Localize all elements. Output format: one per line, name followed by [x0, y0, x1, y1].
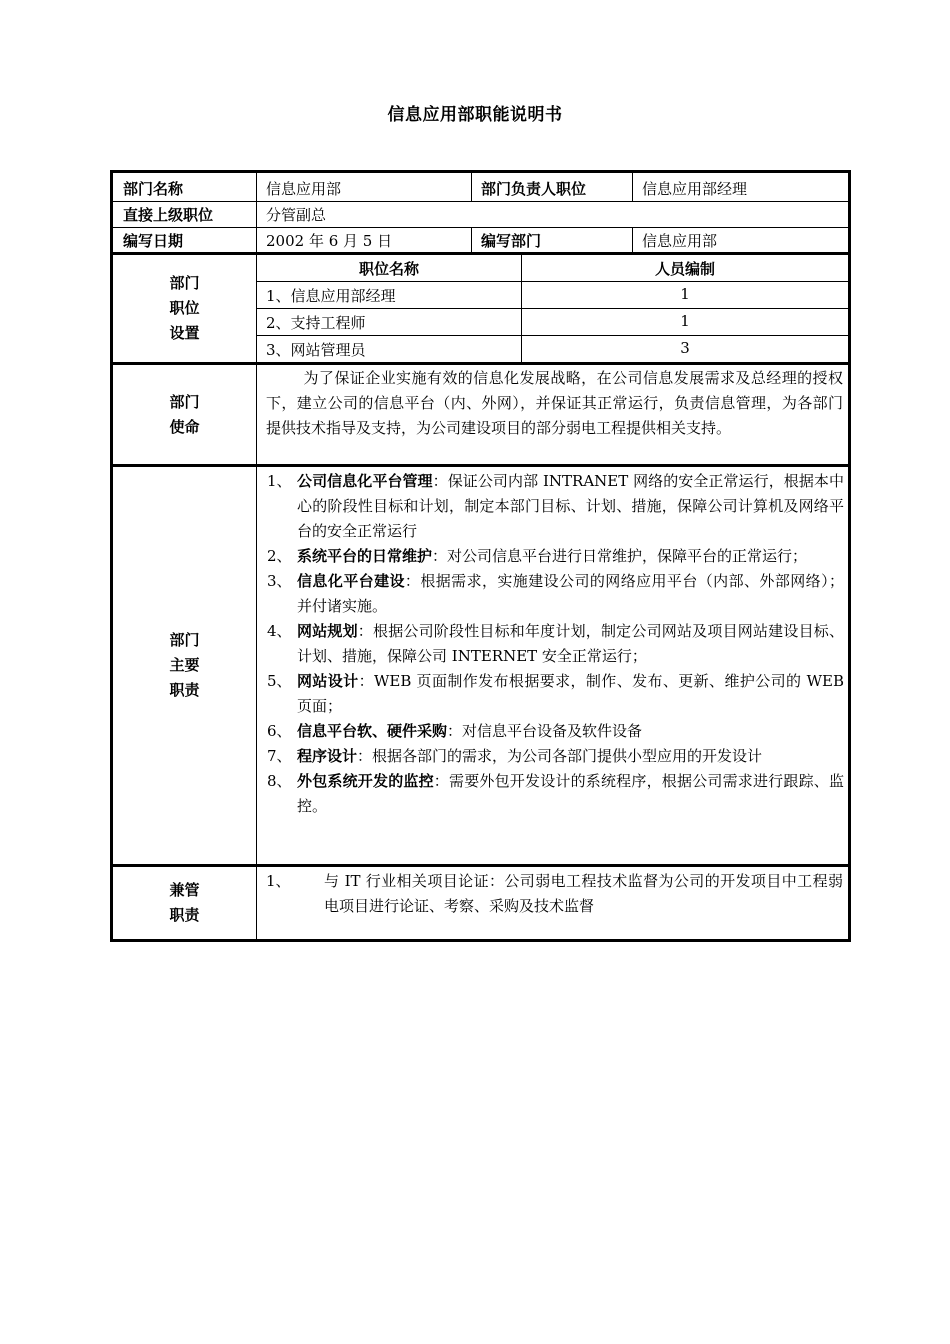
date-value: 2002 年 6 月 5 日	[266, 232, 393, 250]
position-name: 3、网站管理员	[266, 341, 366, 359]
page-title: 信息应用部职能说明书	[387, 105, 563, 125]
position-count: 1	[680, 312, 690, 330]
extra-duty-text: 与 IT 行业相关项目论证：公司弱电工程技术监督为公司的开发项目中工程弱电项目进行论证、考察、采购及技术监督	[324, 872, 843, 915]
extra-section-label: 兼管 职责	[169, 881, 200, 924]
dept-name-value: 信息应用部	[266, 180, 342, 198]
dept-name-label: 部门名称	[123, 180, 184, 198]
duties-section-label: 部门 主要 职责	[169, 631, 200, 699]
duty-item: 7、 程序设计：根据各部门的需求，为公司各部门提供小型应用的开发设计	[267, 747, 763, 765]
writer-dept-value: 信息应用部	[642, 232, 718, 250]
extra-duty-num: 1、	[266, 872, 291, 890]
duty-item: 1、 公司信息化平台管理：保证公司内部 INTRANET 网络的安全正常运行，根据本中心的阶段性目标和计划，制定本部门目标、计划、措施，保障公司计算机及网络平台的安全正常运行	[267, 472, 844, 540]
duty-item: 3、 信息化平台建设：根据需求，实施建设公司的网络应用平台（内部、外部网络）；并付诸实施。	[267, 572, 844, 615]
positions-section-label: 部门 职位 设置	[169, 274, 200, 342]
mission-text: 为了保证企业实施有效的信息化发展战略，在公司信息发展需求及总经理的授权下，建立公司的信息平台（内、外网），并保证其正常运行，负责信息管理，为各部门提供技术指导及支持，为公司建设项目的部分弱电工程提供相关支持。	[266, 369, 843, 437]
dept-head-label: 部门负责人职位	[481, 180, 587, 198]
duty-item: 6、 信息平台软、硬件采购：对信息平台设备及软件设备	[267, 722, 643, 740]
job-description-table	[110, 170, 851, 942]
extra-duty	[266, 869, 843, 919]
dept-head-value: 信息应用部经理	[642, 180, 748, 198]
position-name: 1、信息应用部经理	[266, 287, 396, 305]
position-name: 2、支持工程师	[266, 314, 366, 332]
position-count: 3	[680, 339, 690, 357]
superior-label: 直接上级职位	[123, 206, 214, 224]
superior-value: 分管副总	[266, 206, 327, 224]
date-label: 编写日期	[123, 232, 184, 250]
duty-item: 4、 网站规划：根据公司阶段性目标和年度计划，制定公司网站及项目网站建设目标、计划、措施，保障公司 INTERNET 安全正常运行；	[267, 622, 844, 665]
duty-item: 5、 网站设计：WEB 页面制作发布根据要求，制作、发布、更新、维护公司的 WEB 页面；	[267, 672, 844, 715]
writer-dept-label: 编写部门	[481, 232, 542, 250]
duty-item: 2、 系统平台的日常维护：对公司信息平台进行日常维护，保障平台的正常运行；	[267, 547, 808, 565]
position-count: 1	[680, 285, 690, 303]
col-headcount: 人员编制	[654, 260, 715, 278]
col-position-name: 职位名称	[358, 260, 419, 278]
mission-section-label: 部门 使命	[169, 392, 200, 436]
duties-list	[257, 469, 844, 819]
duty-item: 8、 外包系统开发的监控：需要外包开发设计的系统程序，根据公司需求进行跟踪、监控。	[267, 772, 844, 815]
